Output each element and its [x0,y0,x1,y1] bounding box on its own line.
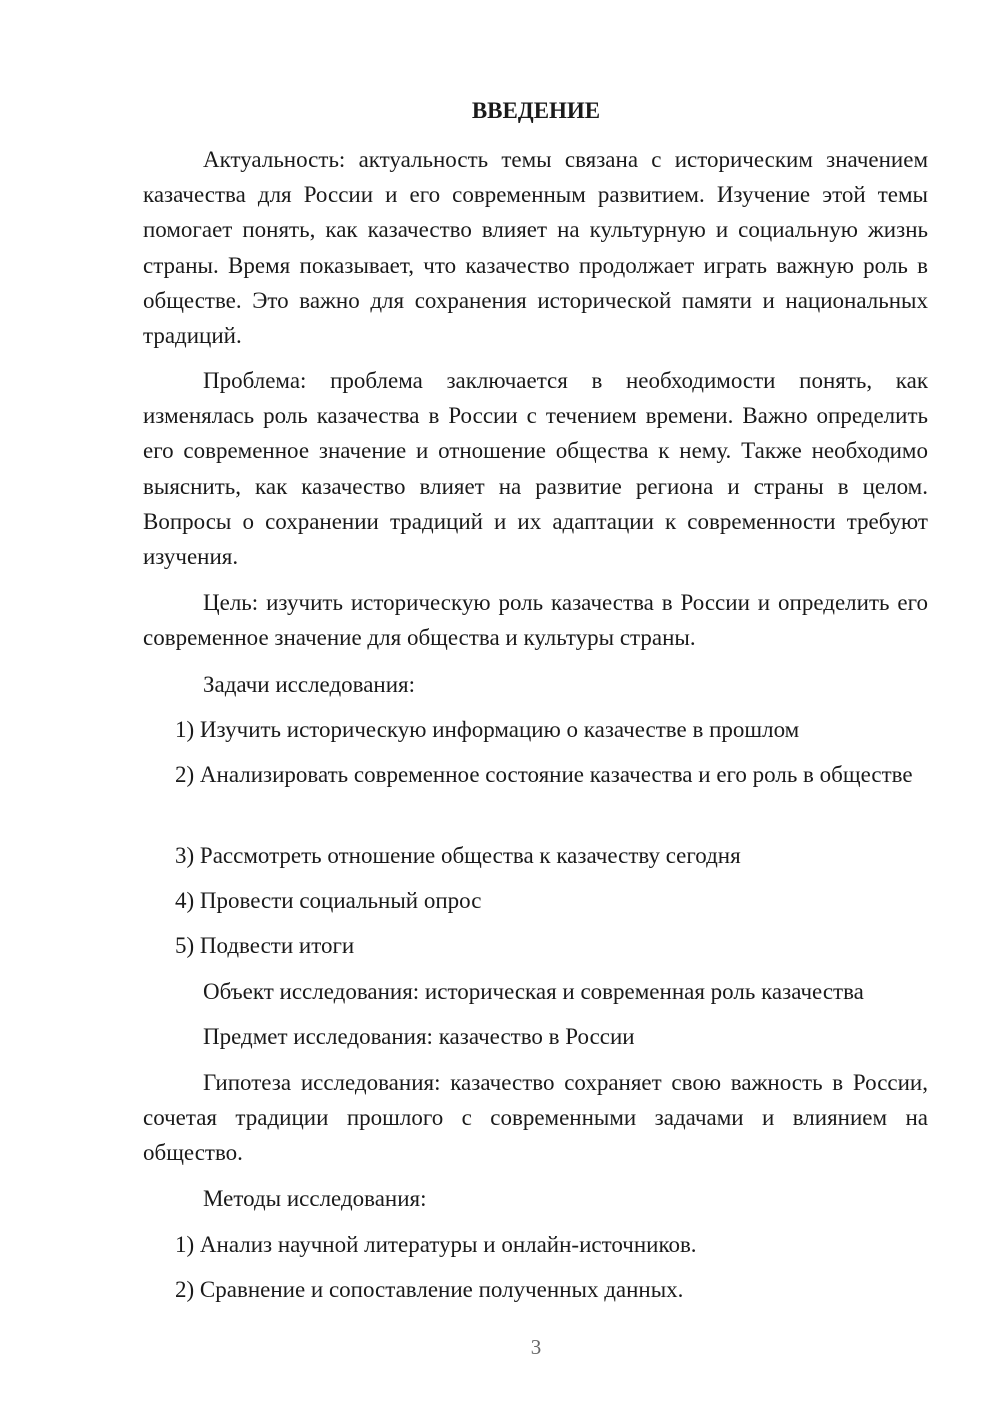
method-item-2: 2) Сравнение и сопоставление полученных данных. [175,1277,684,1302]
method-item-1: 1) Анализ научной литературы и онлайн-источников. [175,1232,697,1257]
tasks-heading: Задачи исследования: [203,672,416,697]
methods-heading: Методы исследования: [203,1186,427,1211]
problem-paragraph: Проблема: проблема заключается в необходимости понять, как изменялась роль казачества в России с течением времени. Важно определить его современное значение и отношение общества к нему. Также необходимо выяснить, как казачество влияет на развитие региона и страны в целом. Вопросы о сохранении традиций и их адаптации к современности требуют изучения. [143,368,928,570]
hypothesis-paragraph: Гипотеза исследования: казачество сохраняет свою важность в России, сочетая традиции прошлого с современными задачами и влиянием на общество. [143,1070,928,1166]
task-item-2: 2) Анализировать современное состояние казачества и его роль в обществе [175,762,913,787]
task-item-4: 4) Провести социальный опрос [175,888,482,913]
goal-paragraph: Цель: изучить историческую роль казачества в России и определить его современное значение для общества и культуры страны. [143,590,928,651]
relevance-paragraph: Актуальность: актуальность темы связана с историческим значением казачества для России и его современным развитием. Изучение этой темы помогает понять, как казачество влияет на культурную и социальную жизнь страны. Время показывает, что казачество продолжает играть важную роль в обществе. Это важно для сохранения исторической памяти и национальных традиций. [143,147,928,349]
page-number: 3 [530,1335,542,1359]
subject-line: Предмет исследования: казачество в России [203,1024,635,1049]
task-item-5: 5) Подвести итоги [175,933,355,958]
task-item-1: 1) Изучить историческую информацию о казачестве в прошлом [175,717,800,742]
task-item-3: 3) Рассмотреть отношение общества к казачеству сегодня [175,843,741,868]
page-title: ВВЕДЕНИЕ [471,98,601,123]
object-line: Объект исследования: историческая и современная роль казачества [203,979,864,1004]
